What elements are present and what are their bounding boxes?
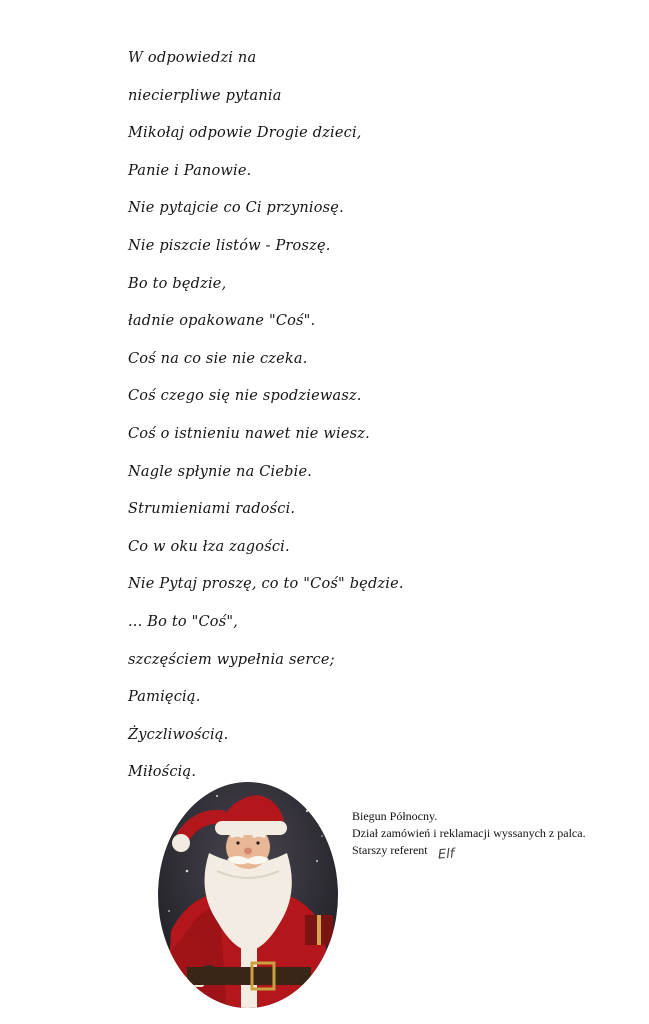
poem-line: niecierpliwe pytania (128, 87, 282, 104)
job-title: Starszy referent (352, 843, 428, 857)
handwritten-signature: Elf (437, 846, 455, 863)
poem-line: Nagle spłynie na Ciebie. (128, 463, 313, 480)
poem-line: Nie piszcie listów - Proszę. (128, 237, 331, 254)
poem-line: Coś na co sie nie czeka. (128, 350, 308, 367)
poem-line: Bo to będzie, (128, 275, 227, 292)
poem-line: Mikołaj odpowie Drogie dzieci, (128, 125, 362, 142)
poem-line: W odpowiedzi na (128, 50, 257, 66)
poem-line: Strumieniami radości. (128, 501, 296, 518)
poem-line: Panie i Panowie. (128, 162, 252, 179)
poem-line: Coś o istnieniu nawet nie wiesz. (128, 425, 370, 442)
poem-line: Nie Pytaj proszę, co to "Coś" będzie. (128, 576, 404, 593)
poem-line: Nie pytajcie co Ci przyniosę. (128, 200, 344, 217)
department-line: Dział zamówień i reklamacji wyssanych z palca. (352, 826, 586, 840)
poem-line: Życzliwością. (128, 726, 229, 743)
location-line: Biegun Północny. (352, 809, 438, 823)
poem (128, 44, 568, 796)
poem-line: Pamięcią. (128, 689, 201, 706)
poem-line: szczęściem wypełnia serce; (128, 651, 335, 668)
signature-block (352, 808, 586, 863)
poem-line: Co w oku łza zagości. (128, 538, 290, 555)
santa-claus-portrait (157, 781, 339, 1009)
poem-line: Coś czego się nie spodziewasz. (128, 388, 362, 405)
poem-line: Miłością. (128, 764, 197, 781)
poem-line: ładnie opakowane "Coś". (128, 313, 316, 330)
santa-illustration (157, 781, 339, 1009)
title-line (352, 842, 586, 863)
poem-line: ... Bo to "Coś", (128, 613, 239, 630)
